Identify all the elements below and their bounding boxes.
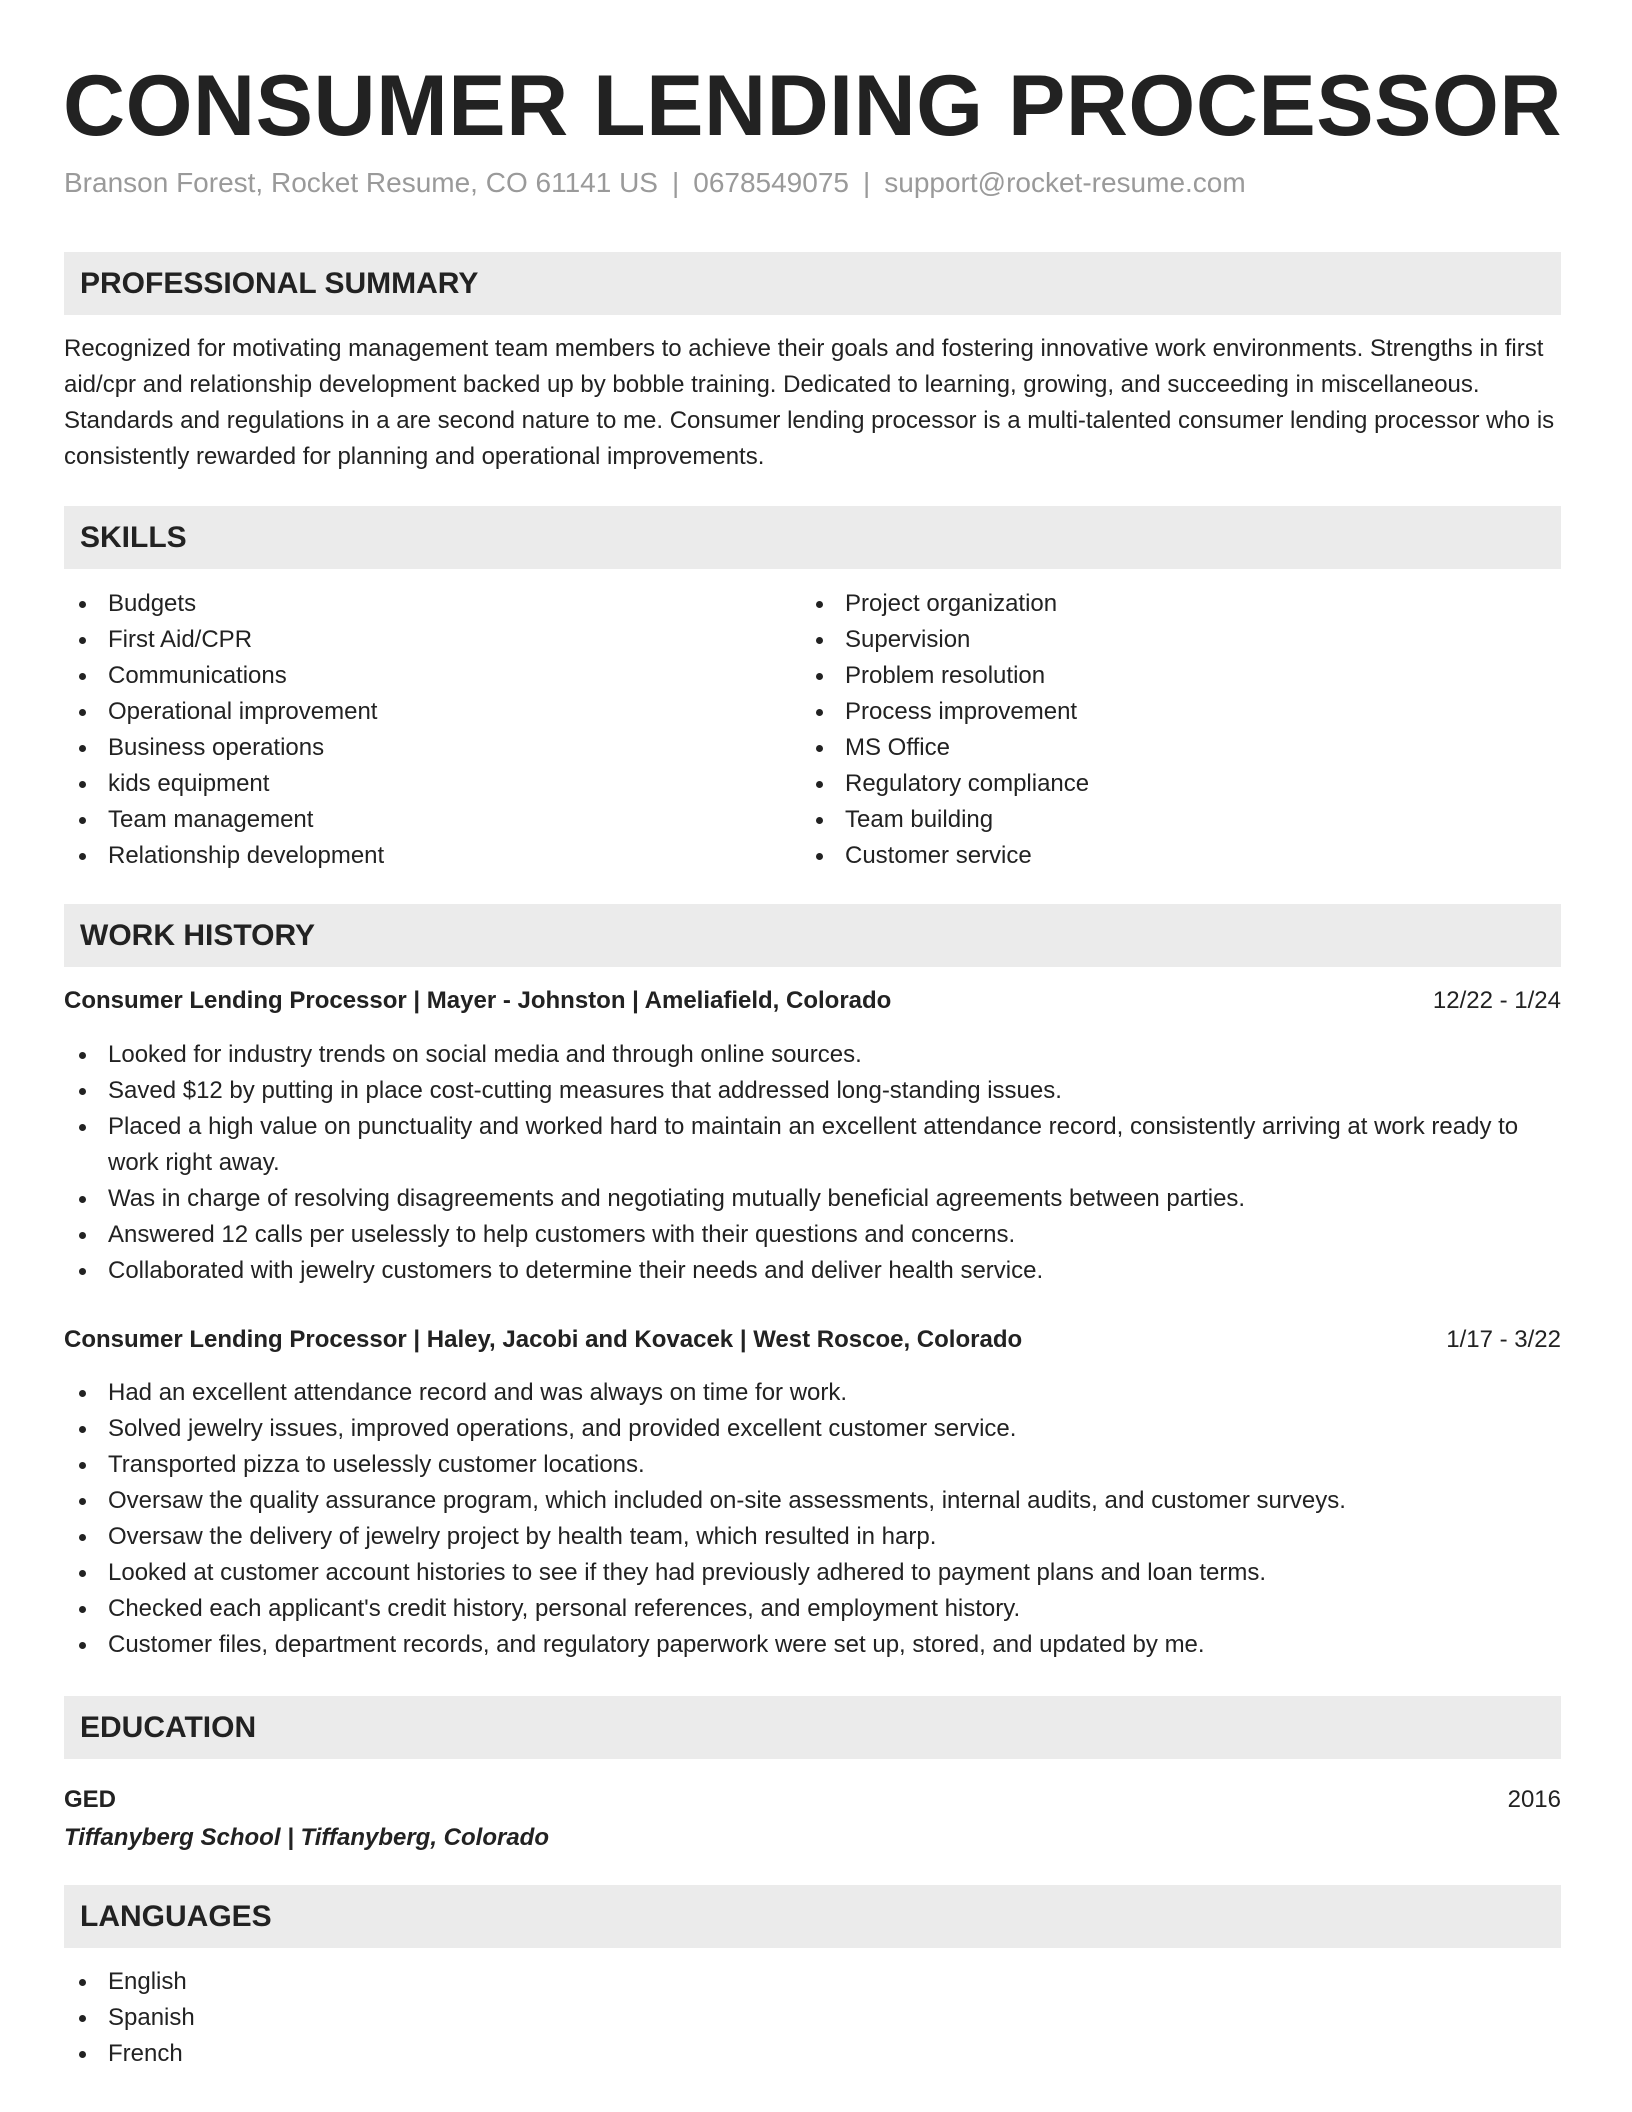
skill-item: Problem resolution	[801, 658, 1501, 694]
work-heading: WORK HISTORY	[80, 919, 316, 952]
language-item: English	[64, 1964, 764, 2000]
job-bullet: Answered 12 calls per uselessly to help customers with their questions and concerns.	[64, 1217, 1561, 1253]
contact-separator: |	[671, 167, 680, 198]
job-bullet: Collaborated with jewelry customers to determine their needs and deliver health service.	[64, 1253, 1561, 1289]
skill-item: Team building	[801, 802, 1501, 838]
education-year: 2016	[1507, 1786, 1561, 1813]
job-bullet: Transported pizza to uselessly customer locations.	[64, 1447, 1561, 1483]
job-bullets	[64, 1037, 1561, 1289]
contact-line	[64, 166, 1246, 200]
job-bullets	[64, 1375, 1561, 1663]
summary-heading: PROFESSIONAL SUMMARY	[80, 267, 479, 300]
skill-item: Process improvement	[801, 694, 1501, 730]
skills-list-left	[64, 586, 764, 874]
language-item: French	[64, 2036, 764, 2072]
job-bullet: Customer files, department records, and regulatory paperwork were set up, stored, and updated by me.	[64, 1627, 1561, 1663]
job-bullet: Placed a high value on punctuality and worked hard to maintain an excellent attendance record, consistently arriving at work ready to work right away.	[64, 1109, 1561, 1181]
skill-item: Relationship development	[64, 838, 764, 874]
job-title: Consumer Lending Processor | Haley, Jacobi and Kovacek | West Roscoe, Colorado	[64, 1326, 1023, 1353]
job-bullet: Oversaw the quality assurance program, which included on-site assessments, internal audits, and customer surveys.	[64, 1483, 1561, 1519]
job-bullet: Checked each applicant's credit history, personal references, and employment history.	[64, 1591, 1561, 1627]
skill-item: Operational improvement	[64, 694, 764, 730]
languages-heading: LANGUAGES	[80, 1900, 272, 1933]
work-heading-bar	[64, 904, 1561, 967]
languages-heading-bar	[64, 1885, 1561, 1948]
contact-address: Branson Forest, Rocket Resume, CO 61141 US	[64, 167, 658, 198]
skill-item: Supervision	[801, 622, 1501, 658]
summary-text: Recognized for motivating management team members to achieve their goals and fostering innovative work environments. Strengths in first aid/cpr and relationship development backed up by bobble training. Dedicated to learning, growing, and succeeding in miscellaneous. Standards and regulations in a are second nature to me. Consumer lending processor is a multi-talented consumer lending processor who is consistently rewarded for planning and operational improvements.	[64, 335, 1555, 470]
skill-item: Team management	[64, 802, 764, 838]
job-dates: 12/22 - 1/24	[1432, 987, 1561, 1014]
job-bullet: Looked at customer account histories to see if they had previously adhered to payment plans and loan terms.	[64, 1555, 1561, 1591]
education-school: Tiffanyberg School | Tiffanyberg, Colorado	[64, 1824, 550, 1851]
skill-item: MS Office	[801, 730, 1501, 766]
education-degree: GED	[64, 1786, 117, 1813]
skill-item: Budgets	[64, 586, 764, 622]
skill-item: Customer service	[801, 838, 1501, 874]
skill-item: Regulatory compliance	[801, 766, 1501, 802]
contact-email: support@rocket-resume.com	[884, 167, 1246, 198]
skill-item: First Aid/CPR	[64, 622, 764, 658]
skill-item: Communications	[64, 658, 764, 694]
language-item: Spanish	[64, 2000, 764, 2036]
skills-heading-bar	[64, 506, 1561, 569]
job-title: Consumer Lending Processor | Mayer - Johnston | Ameliafield, Colorado	[64, 987, 892, 1014]
education-heading: EDUCATION	[80, 1711, 257, 1744]
job-dates: 1/17 - 3/22	[1446, 1326, 1561, 1353]
skill-item: Project organization	[801, 586, 1501, 622]
skills-heading: SKILLS	[80, 521, 187, 554]
contact-separator: |	[862, 167, 871, 198]
contact-phone: 0678549075	[693, 167, 849, 198]
skills-list-right	[801, 586, 1501, 874]
skill-item: Business operations	[64, 730, 764, 766]
education-heading-bar	[64, 1696, 1561, 1759]
resume-name: CONSUMER LENDING PROCESSOR	[63, 58, 1563, 154]
job-bullet: Was in charge of resolving disagreements and negotiating mutually beneficial agreements between parties.	[64, 1181, 1561, 1217]
job-bullet: Looked for industry trends on social media and through online sources.	[64, 1037, 1561, 1073]
skill-item: kids equipment	[64, 766, 764, 802]
job-bullet: Solved jewelry issues, improved operations, and provided excellent customer service.	[64, 1411, 1561, 1447]
job-bullet: Saved $12 by putting in place cost-cutting measures that addressed long-standing issues.	[64, 1073, 1561, 1109]
summary-heading-bar	[64, 252, 1561, 315]
job-bullet: Had an excellent attendance record and was always on time for work.	[64, 1375, 1561, 1411]
job-bullet: Oversaw the delivery of jewelry project by health team, which resulted in harp.	[64, 1519, 1561, 1555]
languages-list	[64, 1964, 764, 2072]
